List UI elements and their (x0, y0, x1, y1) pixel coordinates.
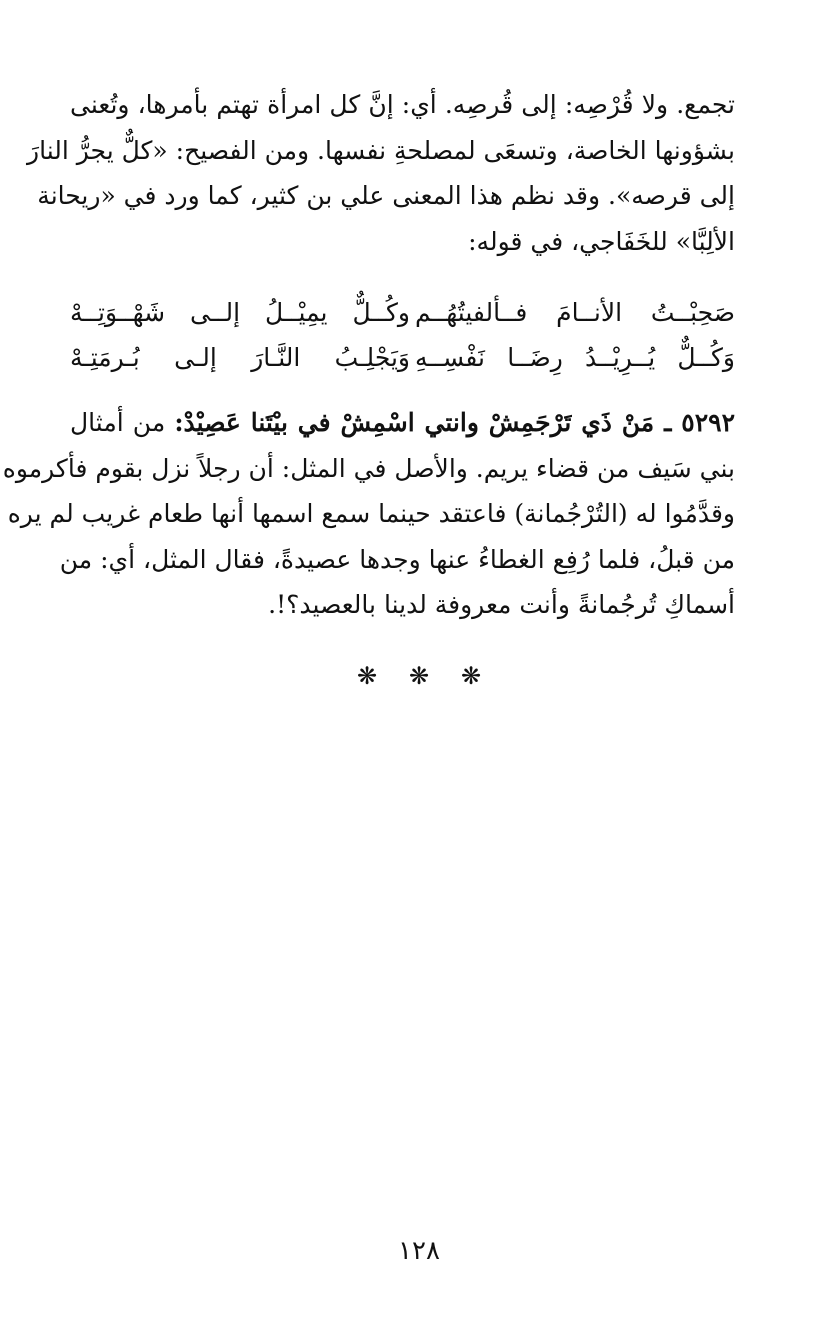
poem-verse (70, 290, 735, 335)
entry-heading: ٥٢٩٢ ـ مَنْ ذَي تَرْجَمِشْ وانتي اسْمِشْ في بيْتَنا عَصِيْدْ: (174, 408, 735, 437)
text-line: الألِبَّا» للخَفَاجي، في قوله: (468, 226, 735, 256)
text-line: أسماكِ تُرجُمانةً وأنت معروفة لدينا بالعصيد؟!. (268, 590, 735, 619)
entry-text: من أمثال (70, 408, 175, 437)
paragraph-1 (27, 82, 735, 264)
poem-verse (70, 335, 735, 380)
text-line: من قبلُ، فلما رُفِع الغطاءُ عنها وجدها عصيدةً، فقال المثل، أي: من (59, 544, 735, 574)
asterism-icon: ❋ (356, 662, 378, 690)
asterism-icon: ❋ (408, 662, 430, 690)
text-line: إلى قرصه». وقد نظم هذا المعنى علي بن كثير، كما ورد في «ريحانة (37, 181, 735, 210)
asterism-icon: ❋ (460, 662, 482, 690)
text-line: بشؤونها الخاصة، وتسعَى لمصلحةِ نفسها. ومن الفصيح: «كلٌّ يجرُّ النارَ (27, 135, 735, 165)
poem-hemistich-first: صَحِبْــتُ الأنــامَ فــألفيتُهُــم (415, 298, 735, 327)
poem-hemistich-first: وَكُــلٌّ يُــرِيْــدُ رِضَــا نَفْسِــهِ (415, 343, 735, 372)
page-number: ١٢٨ (398, 1236, 440, 1266)
text-line: تجمع. ولا قُرْصِه: إلى قُرصِه. أي: إنَّ كل امرأة تهتم بأمرها، وتُعنى (70, 90, 735, 119)
text-line: وقدَّمُوا له (التُرْجُمانة) فاعتقد حينما سمع اسمها أنها طعام غريب لم يره (7, 499, 735, 528)
poem (70, 290, 735, 380)
paragraph-2-entry (2, 400, 735, 628)
poem-hemistich-second: وَيَجْلِـبُ النَّـارَ إلـى بُـرمَتِـهْ (70, 343, 410, 372)
poem-hemistich-second: وكُــلٌّ يمِيْــلُ إلــى شَهْــوَتِــهْ (70, 298, 410, 327)
text-line (70, 400, 735, 446)
section-separator (0, 662, 838, 690)
text-line: بني سَيف من قضاء يريم. والأصل في المثل: أن رجلاً نزل بقوم فأكرموه (2, 453, 735, 483)
